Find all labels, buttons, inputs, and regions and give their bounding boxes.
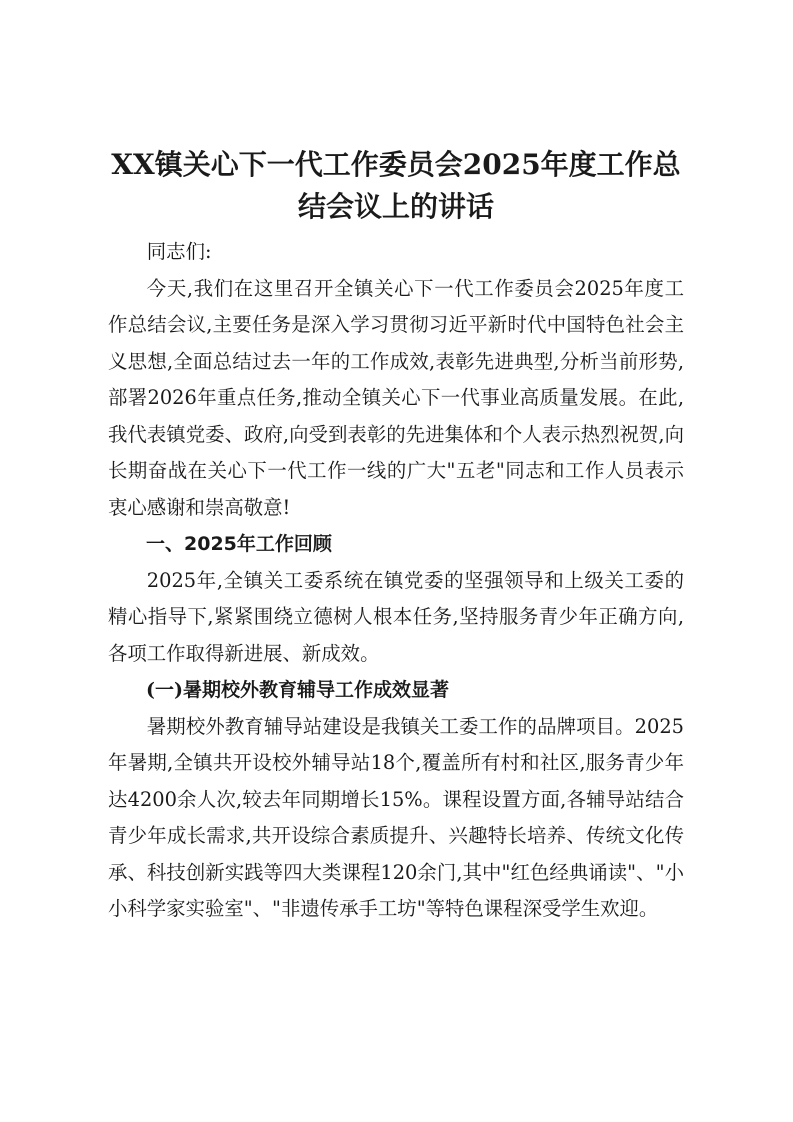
document-title: XX镇关心下一代工作委员会2025年度工作总结会议上的讲话 [111,148,681,223]
document-body [108,144,684,928]
section-heading-review: 一、2025年工作回顾 [146,533,332,555]
subsection-heading-summer-education: (一)暑期校外教育辅导工作成效显著 [146,679,449,701]
intro-paragraph: 今天,我们在这里召开全镇关心下一代工作委员会2025年度工作总结会议,主要任务是深入学习贯彻习近平新时代中国特色社会主义思想,全面总结过去一年的工作成效,表彰先进典型,分析当前形势,部署2026年重点任务,推动全镇关心下一代事业高质量发展。在此,我代表镇党委、政府,向受到表彰的先进集体和个人表示热烈祝贺,向长期奋战在关心下一代工作一线的广大"五老"同志和工作人员表示衷心感谢和崇高敬意! [108,276,684,519]
subsection-summer-education-paragraph: 暑期校外教育辅导站建设是我镇关工委工作的品牌项目。2025年暑期,全镇共开设校外辅导站18个,覆盖所有村和社区,服务青少年达4200余人次,较去年同期增长15%。课程设置方面,各辅导站结合青少年成长需求,共开设综合素质提升、兴趣特长培养、传统文化传承、科技创新实践等四大类课程120余门,其中"红色经典诵读"、"小小科学家实验室"、"非遗传承手工坊"等特色课程深受学生欢迎。 [108,714,684,920]
section-review-paragraph: 2025年,全镇关工委系统在镇党委的坚强领导和上级关工委的精心指导下,紧紧围绕立德树人根本任务,坚持服务青少年正确方向,各项工作取得新进展、新成效。 [108,568,684,665]
salutation: 同志们: [146,240,212,263]
